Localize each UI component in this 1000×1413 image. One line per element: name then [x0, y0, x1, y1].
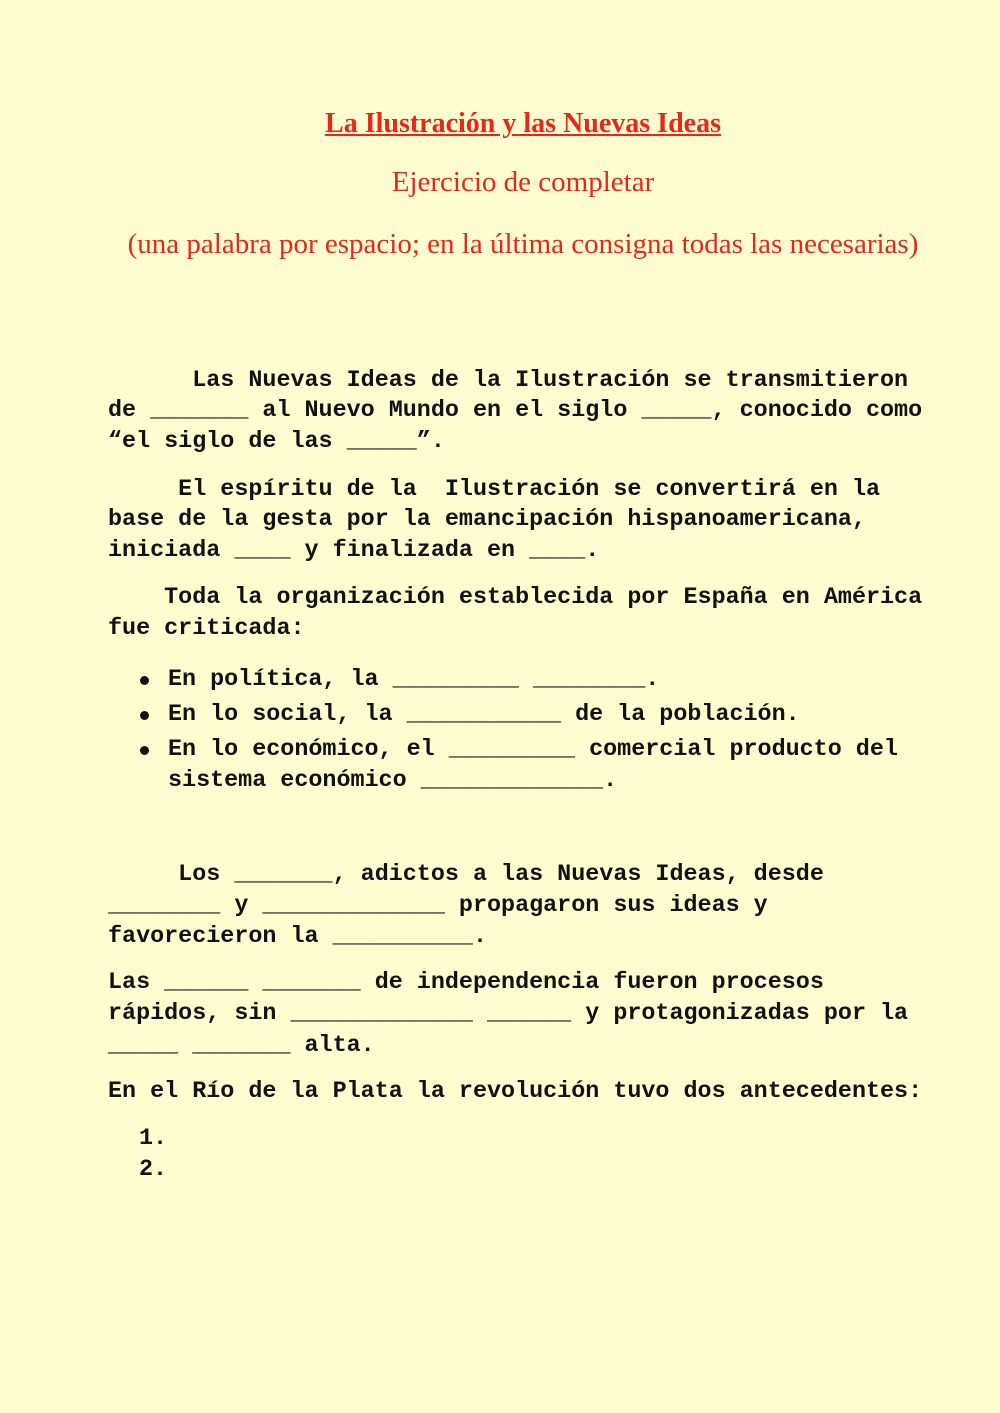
- bullet-icon: [140, 711, 149, 720]
- paragraph-4-line: Los _______, adictos a las Nuevas Ideas, desde: [108, 862, 824, 888]
- paragraph-4-line: ________ y _____________ propagaron sus ideas y: [108, 893, 768, 919]
- list-item: En lo social, la ___________ de la población.: [168, 702, 800, 728]
- paragraph-6: En el Río de la Plata la revolución tuvo dos antecedentes:: [108, 1079, 923, 1105]
- paragraph-5-line: _____ _______ alta.: [108, 1033, 375, 1059]
- paragraph-2-line: El espíritu de la Ilustración se convertirá en la: [108, 477, 881, 503]
- list-item: En política, la _________ ________.: [168, 667, 660, 693]
- bullet-icon: [140, 676, 149, 685]
- numbered-item: 1.: [139, 1126, 168, 1152]
- paragraph-5-line: Las ______ _______ de independencia fueron procesos: [108, 970, 824, 996]
- paragraph-3-line: fue criticada:: [108, 616, 305, 642]
- paragraph-2-line: iniciada ____ y finalizada en ____.: [108, 538, 600, 564]
- paragraph-1-line: Las Nuevas Ideas de la Ilustración se transmitieron: [108, 368, 909, 394]
- paragraph-2-line: base de la gesta por la emancipación hispanoamericana,: [108, 507, 866, 533]
- list-item: En lo económico, el _________ comercial producto del: [168, 737, 898, 763]
- paragraph-5-line: rápidos, sin _____________ ______ y protagonizadas por la: [108, 1001, 909, 1027]
- numbered-item: 2.: [139, 1157, 168, 1183]
- paragraph-4-line: favorecieron la __________.: [108, 924, 487, 950]
- paragraph-3-line: Toda la organización establecida por España en América: [108, 585, 923, 611]
- bullet-icon: [140, 746, 149, 755]
- page-title: La Ilustración y las Nuevas Ideas: [325, 108, 721, 139]
- paragraph-1-line: “el siglo de las _____”.: [108, 429, 445, 455]
- list-item: sistema económico _____________.: [168, 768, 618, 794]
- paragraph-1-line: de _______ al Nuevo Mundo en el siglo _____, conocido como: [108, 398, 923, 424]
- instructions: (una palabra por espacio; en la última consigna todas las necesarias): [127, 228, 919, 260]
- subtitle: Ejercicio de completar: [391, 166, 655, 198]
